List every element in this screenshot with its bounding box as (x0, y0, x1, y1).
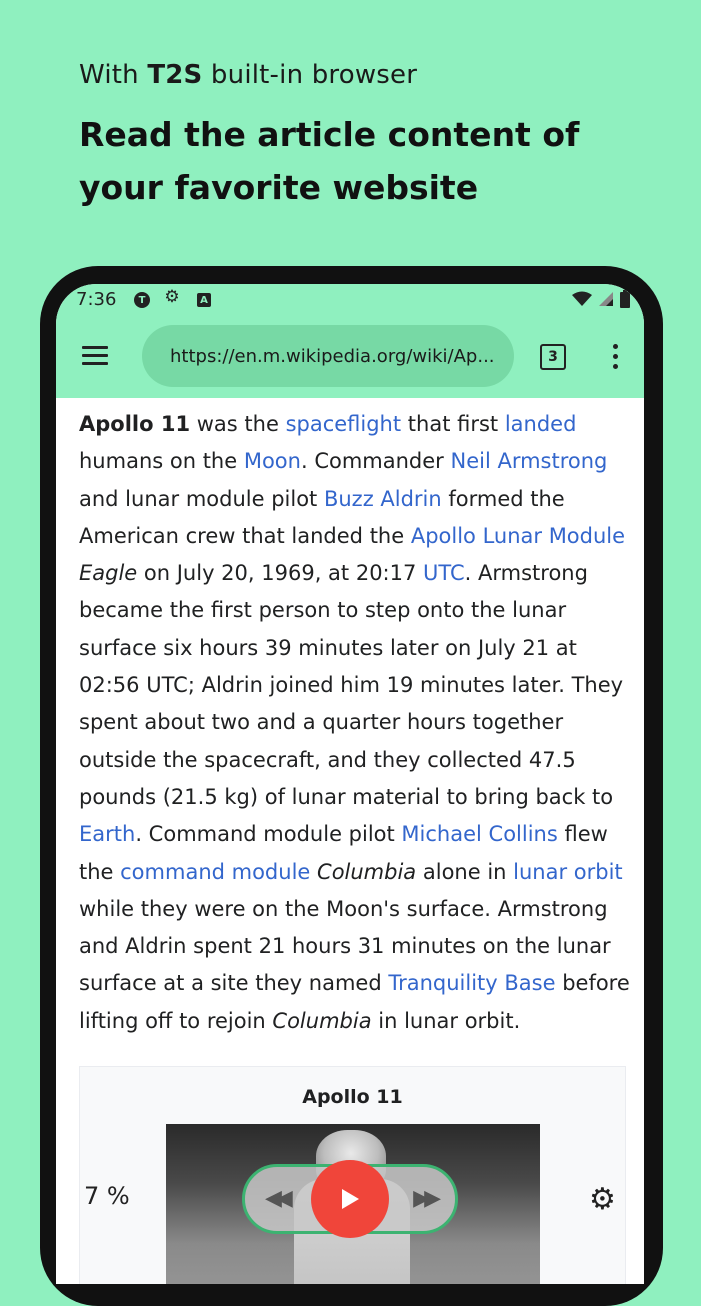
promo-sub-prefix: With (79, 60, 148, 90)
italic-eagle: Eagle (79, 561, 138, 586)
a-notification-icon: A (197, 293, 211, 307)
text: on July 20, 1969, at 20:17 (137, 561, 424, 586)
text: humans on the (79, 449, 244, 474)
infobox-title: Apollo 11 (302, 1086, 403, 1108)
phone-screen (56, 284, 644, 1284)
text: flew the (79, 822, 608, 884)
player-settings-icon[interactable]: ⚙ (589, 1182, 616, 1217)
promo-headline: Read the article content of your favorite website (79, 115, 580, 207)
battery-icon (620, 290, 630, 308)
text: was the (190, 412, 286, 436)
text: alone in (416, 859, 514, 884)
article-paragraph (79, 406, 639, 1040)
link-moon[interactable]: Moon (243, 449, 301, 474)
link-neil-armstrong[interactable]: Neil Armstrong (450, 449, 608, 474)
link-michael-collins[interactable]: Michael Collins (401, 822, 558, 847)
status-time: 7:36 (76, 289, 117, 310)
settings-notification-icon: ⚙ (164, 287, 180, 307)
signal-icon (598, 291, 614, 307)
text: in lunar orbit. (371, 1008, 521, 1033)
more-options-icon[interactable] (613, 344, 619, 370)
article-body (79, 406, 639, 1040)
fast-forward-icon[interactable]: ▶▶ (413, 1186, 435, 1211)
link-buzz-aldrin[interactable]: Buzz Aldrin (323, 486, 442, 511)
wifi-icon (572, 291, 592, 307)
text: that first (401, 412, 505, 436)
browser-toolbar (56, 284, 644, 398)
tab-count-button[interactable]: 3 (540, 344, 566, 370)
rewind-icon[interactable]: ◀◀ (265, 1186, 287, 1211)
brand-name: T2S (147, 60, 203, 90)
text: while they were on the Moon's surface. Armstrong and Aldrin spent 21 hours 31 minutes on the lunar surface at a site they named (79, 896, 611, 996)
link-landed[interactable]: landed (504, 412, 577, 436)
link-command-module[interactable]: command module (120, 859, 311, 884)
promo-subtitle (79, 60, 417, 90)
play-icon (339, 1187, 361, 1211)
promo-sub-suffix: built-in browser (202, 60, 418, 90)
url-bar[interactable]: https://en.m.wikipedia.org/wiki/Ap... (142, 325, 514, 387)
text: . Commander (300, 449, 451, 474)
text: . Armstrong became the first person to step onto the lunar surface six hours 39 minutes later on July 21 at 02:56 UTC; Aldrin joined him 19 minutes later. They spent about two and a quarter hours together outside the spacecraft, and they collected 47.5 pounds (21.5 kg) of lunar material to bring back to (79, 561, 624, 809)
text: . Command module pilot (135, 822, 402, 847)
italic-columbia: Columbia (317, 859, 417, 884)
text: formed the American crew that landed the (79, 486, 565, 548)
link-earth[interactable]: Earth (79, 822, 136, 847)
link-spaceflight[interactable]: spaceflight (285, 412, 402, 436)
article-title: Apollo 11 (79, 412, 191, 436)
reading-progress: 7 % (84, 1182, 130, 1210)
status-right-icons (572, 290, 630, 308)
play-button[interactable] (311, 1160, 389, 1238)
text: before lifting off to rejoin (79, 971, 630, 1033)
text: and lunar module pilot (79, 486, 324, 511)
menu-icon[interactable] (82, 345, 110, 367)
link-apollo-lunar-module[interactable]: Apollo Lunar Module (410, 523, 626, 548)
link-lunar-orbit[interactable]: lunar orbit (513, 859, 623, 884)
t2s-notification-icon: T (134, 292, 150, 308)
link-utc[interactable]: UTC (423, 561, 465, 586)
italic-columbia: Columbia (272, 1008, 372, 1033)
link-tranquility-base[interactable]: Tranquility Base (388, 971, 556, 996)
